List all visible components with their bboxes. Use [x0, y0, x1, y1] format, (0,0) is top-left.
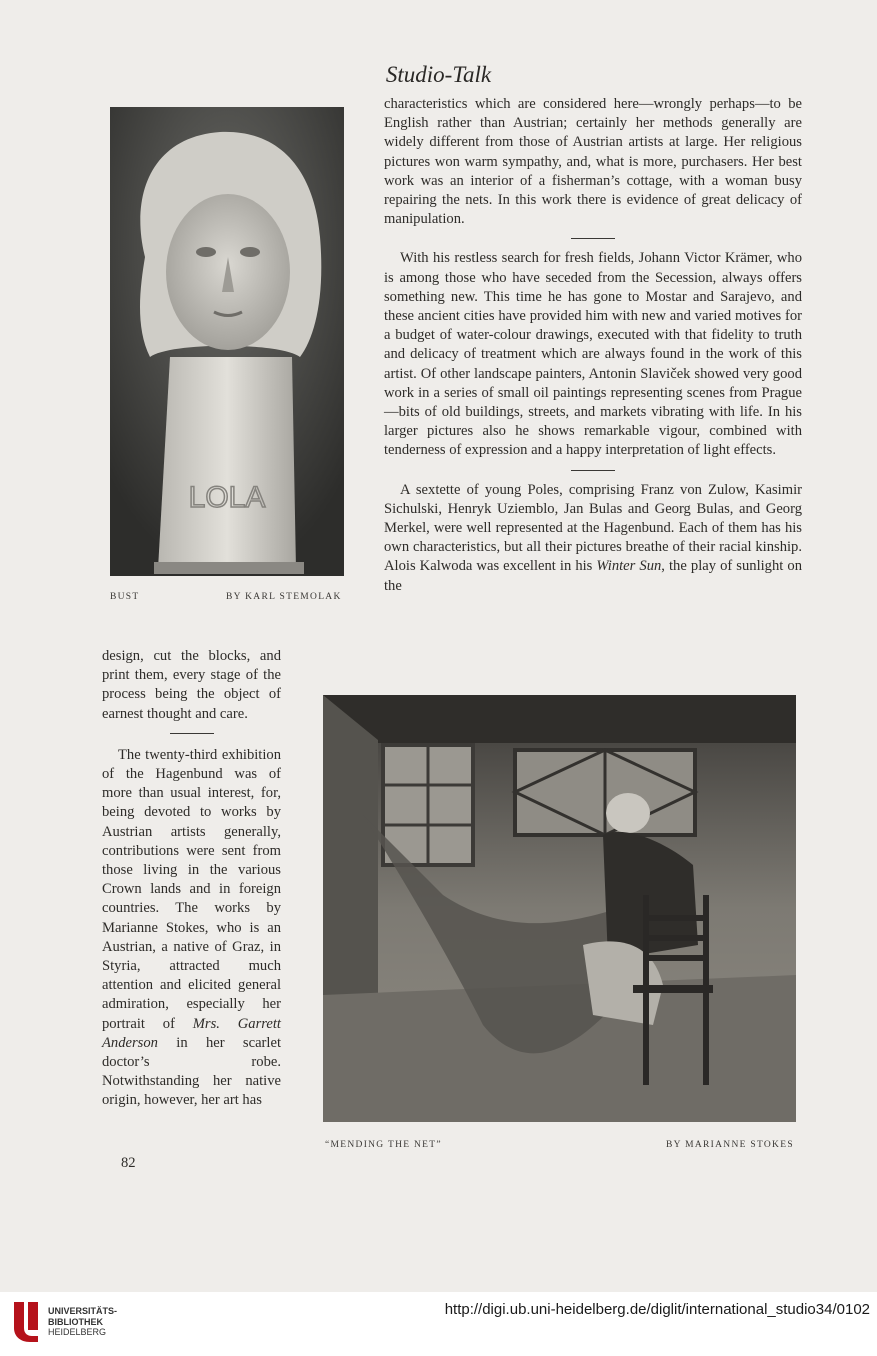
ub-heidelberg-logo-icon [10, 1300, 42, 1344]
page-number: 82 [121, 1155, 136, 1171]
mending-the-net-painting [323, 695, 796, 1122]
section-divider [571, 470, 615, 471]
paragraph [102, 746, 281, 1111]
text-run: in her scarlet doctor’s robe. Notwithstanding her native origin, however, her art has [102, 1034, 281, 1109]
left-column [102, 647, 281, 1111]
painting-caption-artist: BY MARIANNE STOKES [666, 1140, 794, 1150]
section-divider [170, 733, 214, 734]
library-name-line: HEIDELBERG [48, 1327, 107, 1337]
bust-caption-artist: BY KARL STEMOLAK [226, 592, 342, 602]
bust-image-icon [110, 107, 344, 576]
running-head: Studio-Talk [385, 62, 492, 87]
painting-caption-title: “MENDING THE NET” [325, 1140, 442, 1150]
source-url-link[interactable]: http://digi.ub.uni-heidelberg.de/diglit/international_studio34/0102 [444, 1301, 870, 1318]
paragraph: With his restless search for fresh fields, Johann Victor Krämer, who is among those who have seceded from the Secession, always offers something new. This time he has gone to Mostar and Sarajevo, and these ancient cities have provided him with new and varied motives for a budget of water-colour drawings, executed with that fidelity to truth and delicacy of treatment which are always found in the work of this artist. Of other landscape painters, Antonin Slaviček showed very good work in a series of small oil paintings representing scenes from Prague—bits of old buildings, streets, and markets vibrating with life. In his larger pictures also he shows remarkable vigour, combined with tenderness of expression and a happy interpretation of light effects. [384, 250, 802, 459]
artwork-title: Winter Sun [596, 558, 662, 575]
section-divider [571, 238, 615, 239]
library-name-line: BIBLIOTHEK [48, 1316, 103, 1327]
bust-caption-title: BUST [110, 592, 140, 602]
artwork-title: Mrs. Garrett Anderson [102, 1015, 281, 1051]
text-run: The twenty-third exhibition of the Hagenbund was of more than usual interest, for, being devoted to works by Austrian artists generally, contributions were sent from those living in the various Crown lands and in foreign countries. The works by Marianne Stokes, who is an Austrian, a native of Graz, in Styria, attracted much attention and elicited general admiration, especially her portrait of [102, 746, 281, 1032]
paragraph: design, cut the blocks, and print them, every stage of the process being the object of earnest thought and care. [102, 648, 281, 722]
text-run: , the play of sunlight on the [384, 558, 802, 594]
svg-text:LOLA: LOLA [188, 481, 266, 514]
library-name [48, 1306, 117, 1338]
paragraph [384, 481, 802, 596]
library-name-line: UNIVERSITÄTS- [48, 1306, 118, 1316]
text-run: A sextette of young Poles, comprising Franz von Zulow, Kasimir Sichulski, Henryk Uziemblo, Jan Bulas and Georg Bulas, and Georg Merkel, were well represented at the Hagenbund. Each of them has his own characteristics, but all their pictures breathe of their racial kinship. Alois Kalwoda was excellent in his [384, 481, 802, 575]
right-column [384, 95, 802, 596]
bust-photograph [110, 107, 344, 576]
paragraph: characteristics which are considered here—wrongly perhaps—to be English rather than Austrian; certainly her methods generally are widely different from those of Austrian artists at large. Her religious pictures won warm sympathy, and, what is more, purchasers. Her best work was an interior of a fisherman’s cottage, with a woman busy repairing the nets. In this work there is evidence of great delicacy of manipulation. [384, 96, 802, 228]
painting-image-icon [323, 695, 796, 1122]
digitization-footer [0, 1292, 877, 1356]
